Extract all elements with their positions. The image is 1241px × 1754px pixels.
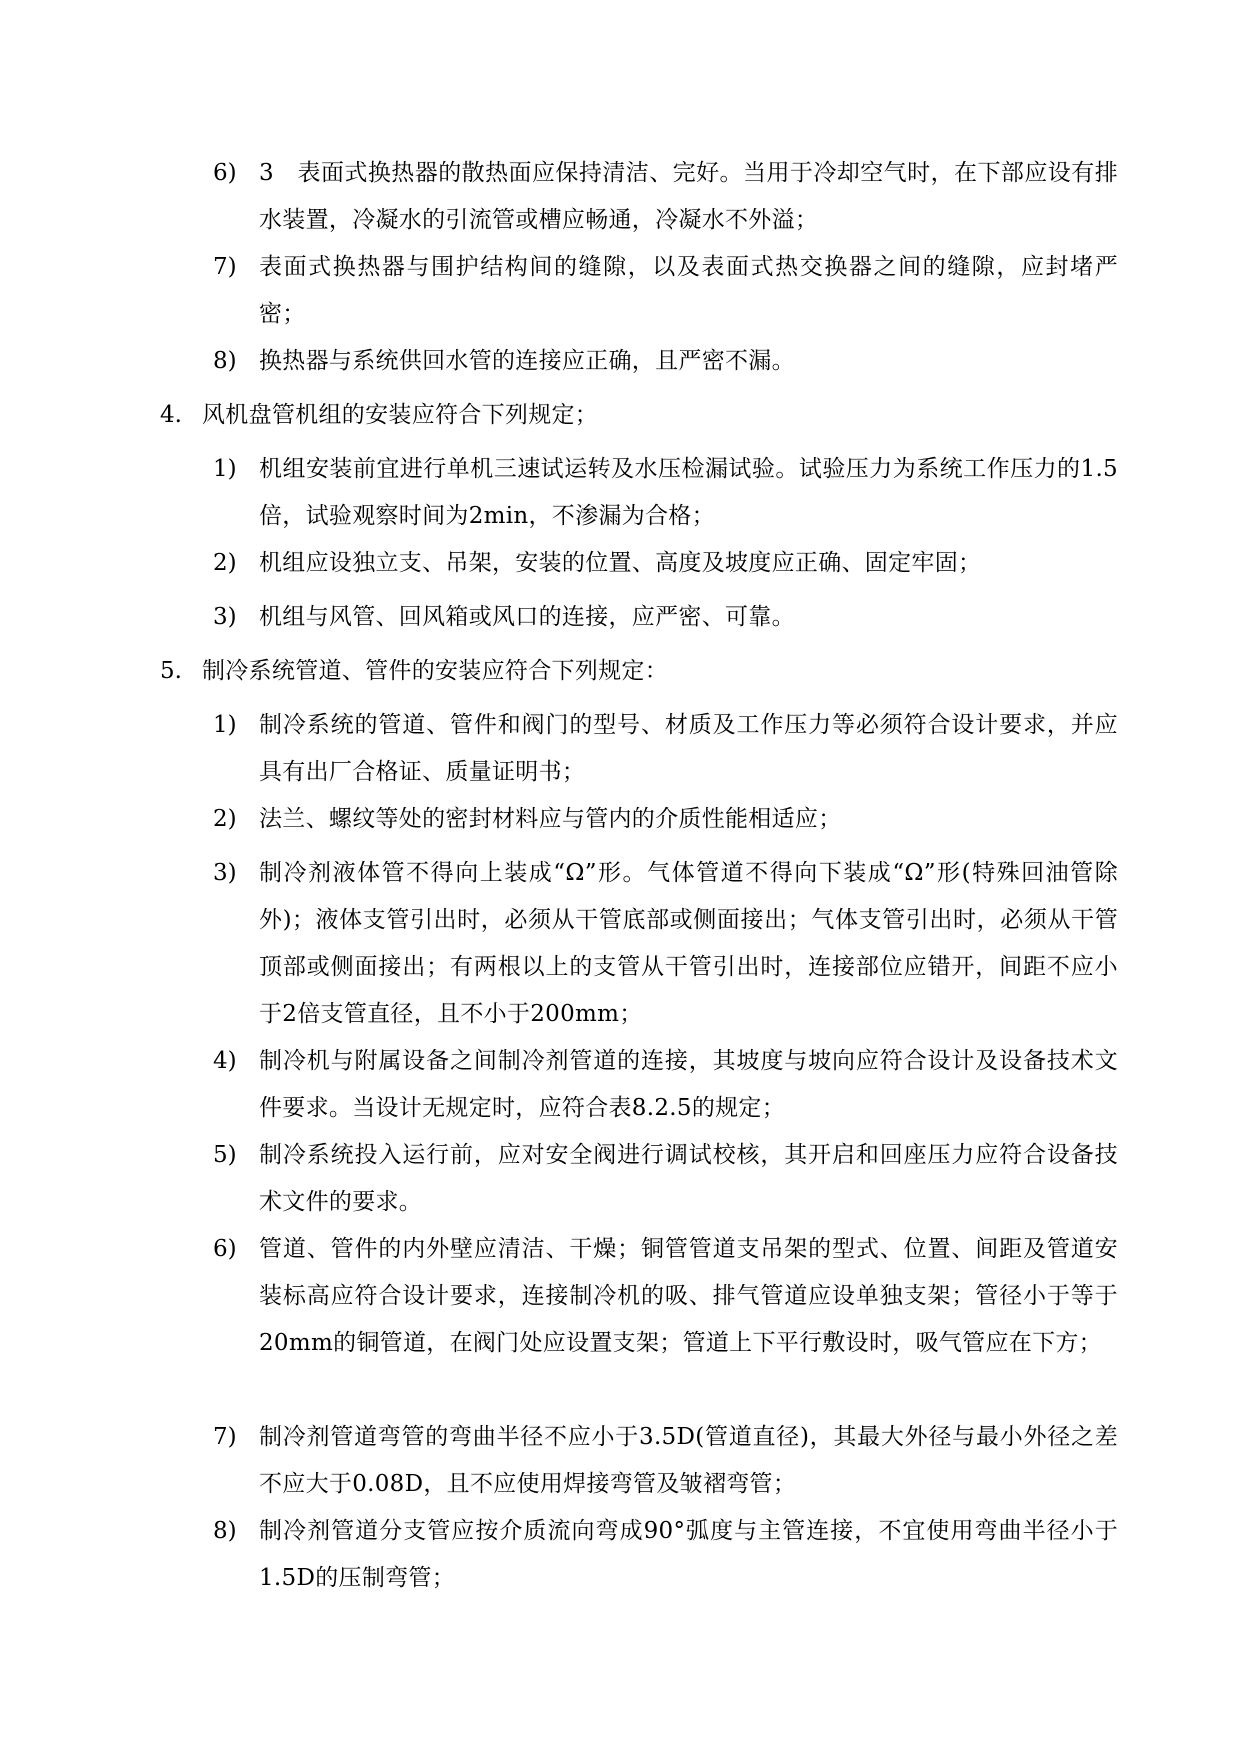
item-text: 机组应设独立支、吊架，安装的位置、高度及坡度应正确、固定牢固； [259,550,982,576]
item-number: 4. [160,402,182,428]
item-text: 风机盘管机组的安装应符合下列规定； [202,402,599,428]
item-text: 3 表面式换热器的散热面应保持清洁、完好。当用于冷却空气时，在下部应设有排水装置，冷凝水的引流管或槽应畅通，冷凝水不外溢； [259,160,1118,233]
item-number: 4) [213,1048,237,1074]
item-number: 5. [160,658,182,684]
list-item [213,446,1118,540]
item-number: 7) [213,1424,237,1450]
item-number: 2) [213,550,237,576]
list-item [213,1508,1118,1602]
list-item [213,1414,1118,1508]
item-number: 1) [213,712,237,738]
item-number: 7) [213,254,237,280]
list-item [213,540,1118,587]
item-text: 制冷剂管道分支管应按介质流向弯成90°弧度与主管连接，不宜使用弯曲半径小于1.5D的压制弯管； [259,1518,1118,1591]
list-item [213,1038,1118,1132]
item-text: 管道、管件的内外壁应清洁、干燥；铜管管道支吊架的型式、位置、间距及管道安装标高应符合设计要求，连接制冷机的吸、排气管道应设单独支架；管径小于等于20mm的铜管道，在阀门处应设置支架；管道上下平行敷设时，吸气管应在下方； [259,1236,1118,1356]
item-number: 3) [213,604,237,630]
item-text: 换热器与系统供回水管的连接应正确，且严密不漏。 [259,348,795,374]
item-text: 机组安装前宜进行单机三速试运转及水压检漏试验。试验压力为系统工作压力的1.5倍，试验观察时间为2min，不渗漏为合格； [259,456,1118,529]
list-item [213,850,1118,1038]
item-number: 2) [213,806,237,832]
list-item [213,338,1118,385]
list-item [213,702,1118,796]
list-item [213,1132,1118,1226]
list-item [160,392,1120,439]
list-item [213,1226,1118,1367]
list-item [160,648,1120,695]
item-number: 6) [213,1236,237,1262]
item-text: 制冷剂管道弯管的弯曲半径不应小于3.5D(管道直径)，其最大外径与最小外径之差不应大于0.08D，且不应使用焊接弯管及皱褶弯管； [259,1424,1118,1497]
item-text: 机组与风管、回风箱或风口的连接，应严密、可靠。 [259,604,795,630]
item-text: 制冷机与附属设备之间制冷剂管道的连接，其坡度与坡向应符合设计及设备技术文件要求。当设计无规定时，应符合表8.2.5的规定； [259,1048,1118,1121]
item-number: 8) [213,1518,237,1544]
list-item [213,796,1118,843]
item-number: 6) [213,160,237,186]
item-number: 5) [213,1142,237,1168]
item-text: 表面式换热器与围护结构间的缝隙，以及表面式热交换器之间的缝隙，应封堵严密； [259,254,1118,327]
item-text: 制冷系统投入运行前，应对安全阀进行调试校核，其开启和回座压力应符合设备技术文件的要求。 [259,1142,1118,1215]
list-item [213,594,1118,641]
item-text: 制冷剂液体管不得向上装成“Ω”形。气体管道不得向下装成“Ω”形(特殊回油管除外)；液体支管引出时，必须从干管底部或侧面接出；气体支管引出时，必须从干管顶部或侧面接出；有两根以上的支管从干管引出时，连接部位应错开，间距不应小于2倍支管直径，且不小于200mm； [259,860,1118,1027]
item-text: 法兰、螺纹等处的密封材料应与管内的介质性能相适应； [259,806,842,832]
item-text: 制冷系统管道、管件的安装应符合下列规定： [202,658,668,684]
item-text: 制冷系统的管道、管件和阀门的型号、材质及工作压力等必须符合设计要求，并应具有出厂合格证、质量证明书； [259,712,1118,785]
list-item [213,244,1118,338]
item-number: 3) [213,860,237,886]
list-item [213,150,1118,244]
item-number: 1) [213,456,237,482]
item-number: 8) [213,348,237,374]
